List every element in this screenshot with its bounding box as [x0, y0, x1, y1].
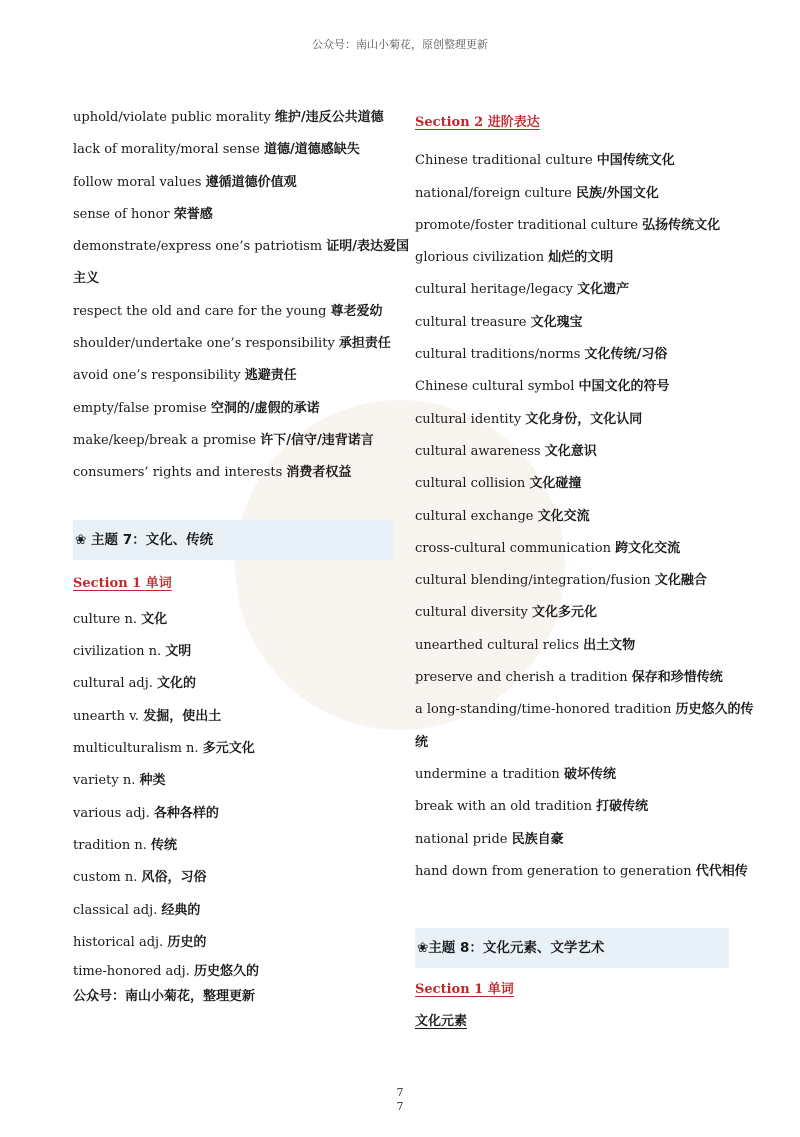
list-item: sense of honor 荣誉感 — [73, 206, 213, 222]
list-item: tradition n. 传统 — [73, 837, 178, 853]
list-item: cultural awareness 文化意识 — [415, 443, 597, 459]
list-item: cultural diversity 文化多元化 — [415, 605, 597, 621]
list-item: make/keep/break a promise 许下/信守/违背诺言 — [73, 432, 374, 448]
list-item: uphold/violate public morality 维护/违反公共道德 — [73, 110, 384, 125]
list-item: avoid one’s responsibility 逃避责任 — [73, 368, 297, 384]
list-item: cultural collision 文化碰撞 — [415, 476, 582, 492]
list-item: a long-standing/time-honored tradition 历史悠久的传 — [415, 702, 754, 718]
list-item: culture n. 文化 — [73, 611, 168, 627]
list-item: national/foreign culture 民族/外国文化 — [415, 185, 659, 201]
list-item: undermine a tradition 破坏传统 — [415, 766, 616, 782]
page-number-repeat: 7 — [396, 1100, 404, 1113]
list-item: various adj. 各种各样的 — [73, 805, 219, 821]
expressions-list — [415, 145, 754, 888]
list-item: 统 — [415, 734, 429, 750]
list-item: time-honored adj. 历史悠久的 — [73, 964, 259, 980]
list-item: cultural heritage/legacy 文化遗产 — [415, 282, 630, 298]
list-item: cultural treasure 文化瑰宝 — [415, 314, 583, 330]
section-1-heading: Section 1 单词 — [73, 575, 172, 591]
list-item: classical adj. 经典的 — [73, 902, 201, 918]
theme-7-heading: ❀ 主题 7：文化、传统 — [73, 520, 393, 560]
page-number: 7 — [396, 1086, 404, 1099]
morality-list — [73, 102, 410, 490]
footer-note: 公众号：南山小菊花，整理更新 — [73, 989, 256, 1005]
subheading-culture-elements: 文化元素 — [415, 1014, 468, 1030]
section-1-heading: Section 1 单词 — [415, 982, 514, 998]
list-item: cultural traditions/norms 文化传统/习俗 — [415, 347, 668, 363]
list-item: shoulder/undertake one’s responsibility 承担责任 — [73, 336, 391, 352]
right-column — [415, 107, 754, 1039]
list-item: cross-cultural communication 跨文化交流 — [415, 540, 681, 556]
vocab-list — [73, 604, 393, 985]
list-item: multiculturalism n. 多元文化 — [73, 741, 255, 757]
list-item: custom n. 风俗，习俗 — [73, 870, 207, 886]
list-item: cultural blending/integration/fusion 文化融合 — [415, 573, 707, 589]
list-item: hand down from generation to generation 代代相传 — [415, 863, 748, 879]
page-header: 公众号：南山小菊花，原创整理更新 — [312, 38, 488, 51]
list-item: respect the old and care for the young 尊老爱幼 — [73, 303, 383, 319]
list-item: historical adj. 历史的 — [73, 934, 207, 950]
list-item: break with an old tradition 打破传统 — [415, 799, 649, 815]
list-item: consumers’ rights and interests 消费者权益 — [73, 465, 352, 481]
left-column — [73, 102, 410, 1005]
list-item: 主义 — [73, 271, 100, 287]
list-item: civilization n. 文明 — [73, 644, 192, 660]
list-item: glorious civilization 灿烂的文明 — [415, 250, 614, 266]
list-item: unearthed cultural relics 出土文物 — [415, 637, 636, 653]
list-item: unearth v. 发掘，使出土 — [73, 708, 222, 724]
list-item: preserve and cherish a tradition 保存和珍惜传统 — [415, 670, 723, 686]
section-2-heading: Section 2 进阶表达 — [415, 115, 540, 130]
list-item: lack of morality/moral sense 道德/道德感缺失 — [73, 142, 360, 158]
list-item: cultural identity 文化身份，文化认同 — [415, 411, 643, 427]
list-item: variety n. 种类 — [73, 773, 166, 789]
list-item: follow moral values 遵循道德价值观 — [73, 174, 297, 190]
list-item: demonstrate/express one’s patriotism 证明/表达爱国 — [73, 239, 410, 255]
theme-8-heading: ❀主题 8：文化元素、文学艺术 — [415, 928, 729, 968]
list-item: cultural adj. 文化的 — [73, 676, 197, 692]
list-item: Chinese traditional culture 中国传统文化 — [415, 153, 675, 169]
list-item: national pride 民族自豪 — [415, 831, 564, 847]
list-item: cultural exchange 文化交流 — [415, 508, 590, 524]
list-item: empty/false promise 空洞的/虚假的承诺 — [73, 400, 320, 416]
list-item: Chinese cultural symbol 中国文化的符号 — [415, 379, 670, 395]
list-item: promote/foster traditional culture 弘扬传统文化 — [415, 217, 721, 233]
